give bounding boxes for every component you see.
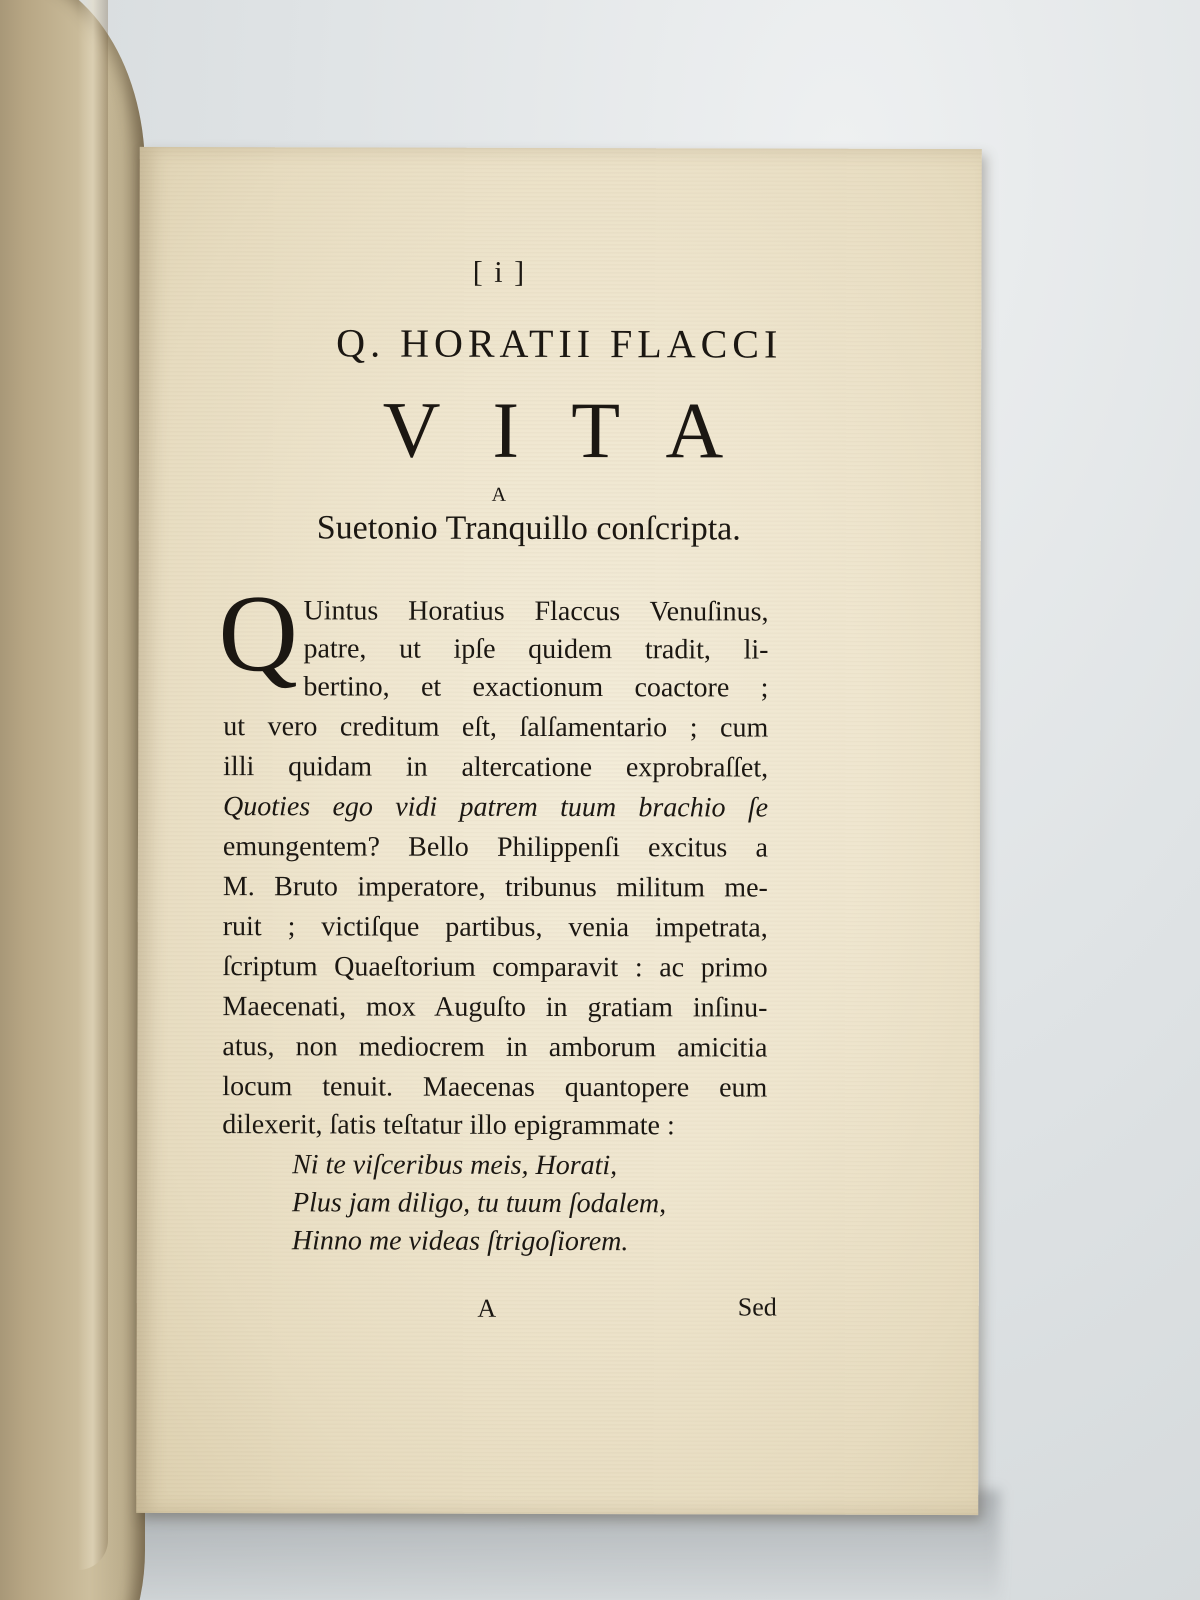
verse-line: Hinno me videas ſtrigoſiorem. xyxy=(291,1225,629,1258)
verse-line: Ni te viſceribus meis, Horati, xyxy=(292,1149,618,1182)
signature-mark: A xyxy=(477,1293,497,1323)
title-preposition: A xyxy=(491,483,507,506)
verse-line: Plus jam diligo, tu tuum ſodalem, xyxy=(291,1187,667,1220)
body-line: illi quidam in altercatione exprobraſſet, xyxy=(223,751,769,784)
body-line: ruit ; victiſque partibus, venia impetrata, xyxy=(222,911,768,944)
body-line: dilexerit, ſatis teſtatur illo epigrammate : xyxy=(222,1109,675,1142)
catchword: Sed xyxy=(737,1292,777,1322)
drop-cap: Q xyxy=(218,572,299,695)
title-attribution: Suetonio Tranquillo conſcripta. xyxy=(316,509,741,548)
body-line-italic: Quoties ego vidi patrem tuum brachio ſe xyxy=(223,791,769,824)
body-line: locum tenuit. Maecenas quantopere eum xyxy=(222,1071,768,1104)
body-line: emungentem? Bello Philippenſi excitus a xyxy=(222,831,768,864)
body-line: patre, ut ipſe quidem tradit, li- xyxy=(303,633,769,666)
page-text xyxy=(136,147,982,1515)
title-author: Q. HORATII FLACCI xyxy=(336,320,783,367)
left-curved-page xyxy=(0,0,145,1600)
body-line: M. Bruto imperatore, tribunus militum me- xyxy=(222,871,768,904)
body-line: ſcriptum Quaeſtorium comparavit : ac primo xyxy=(222,951,768,984)
body-line: ut vero creditum eſt, ſalſamentario ; cum xyxy=(223,711,769,744)
body-line: bertino, et exactionum coactore ; xyxy=(303,671,769,704)
title-vita: VITA xyxy=(382,386,776,476)
body-line: atus, non mediocrem in amborum amicitia xyxy=(222,1031,768,1064)
body-line: Maecenati, mox Auguſto in gratiam inſinu- xyxy=(222,991,768,1024)
page-number: [ i ] xyxy=(472,255,527,289)
body-line: Uintus Horatius Flaccus Venuſinus, xyxy=(303,595,769,628)
book-page xyxy=(136,147,982,1515)
left-page-edge xyxy=(78,0,108,1570)
